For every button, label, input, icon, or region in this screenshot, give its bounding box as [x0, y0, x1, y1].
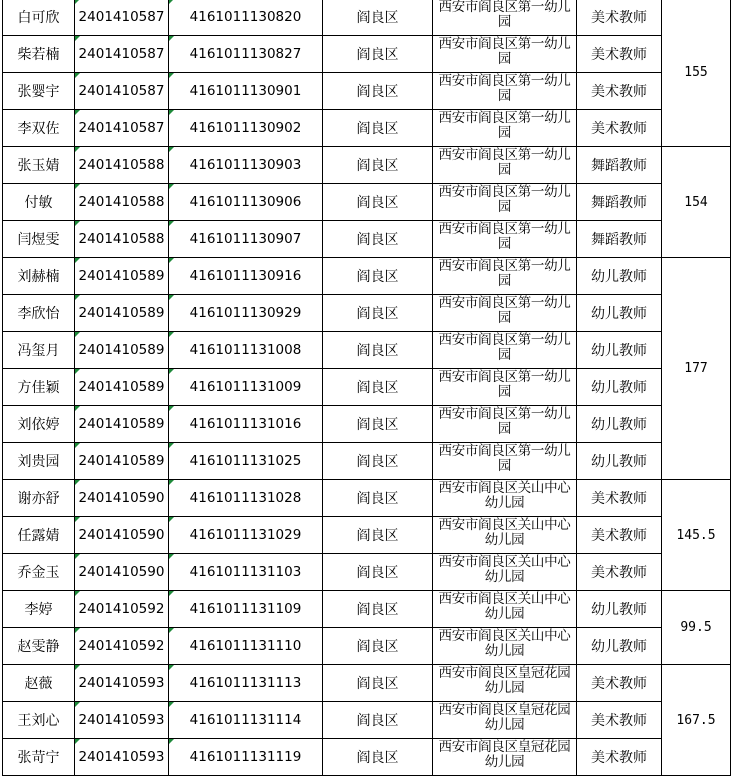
- position-name-cell: 舞蹈教师: [577, 184, 662, 221]
- table-row: [3, 184, 731, 221]
- exam-number-cell: 4161011130906: [169, 184, 323, 221]
- table-row: [3, 591, 731, 628]
- school-name-cell: 西安市阎良区第一幼儿园: [433, 258, 577, 295]
- table-row: [3, 369, 731, 406]
- exam-number-cell: 4161011131114: [169, 702, 323, 739]
- exam-number-cell: 4161011131025: [169, 443, 323, 480]
- position-name-cell: 美术教师: [577, 110, 662, 147]
- position-name-cell: 幼儿教师: [577, 406, 662, 443]
- exam-number-cell: 4161011131109: [169, 591, 323, 628]
- exam-number-cell: 4161011131016: [169, 406, 323, 443]
- table-row: [3, 73, 731, 110]
- table-row: [3, 258, 731, 295]
- school-name-cell: 西安市阎良区第一幼儿园: [433, 36, 577, 73]
- table-row: [3, 221, 731, 258]
- job-code-cell: 2401410588: [75, 147, 169, 184]
- score-cell: 155: [662, 0, 731, 147]
- candidate-name-cell: 冯玺月: [3, 332, 75, 369]
- table-row: [3, 739, 731, 776]
- job-code-cell: 2401410593: [75, 665, 169, 702]
- district-cell: 阎良区: [323, 0, 433, 36]
- table-row: [3, 0, 731, 36]
- position-name-cell: 舞蹈教师: [577, 147, 662, 184]
- district-cell: 阎良区: [323, 665, 433, 702]
- score-cell: 167.5: [662, 665, 731, 776]
- job-code-cell: 2401410587: [75, 110, 169, 147]
- school-name-cell: 西安市阎良区皇冠花园幼儿园: [433, 702, 577, 739]
- score-cell: 145.5: [662, 480, 731, 591]
- district-cell: 阎良区: [323, 702, 433, 739]
- school-name-cell: 西安市阎良区第一幼儿园: [433, 443, 577, 480]
- school-name-cell: 西安市阎良区关山中心幼儿园: [433, 480, 577, 517]
- exam-number-cell: 4161011130820: [169, 0, 323, 36]
- job-code-cell: 2401410593: [75, 739, 169, 776]
- table-row: [3, 628, 731, 665]
- school-name-cell: 西安市阎良区第一幼儿园: [433, 0, 577, 36]
- candidate-name-cell: 李欣怡: [3, 295, 75, 332]
- job-code-cell: 2401410589: [75, 369, 169, 406]
- candidate-name-cell: 李双佐: [3, 110, 75, 147]
- position-name-cell: 美术教师: [577, 739, 662, 776]
- candidate-name-cell: 任露婧: [3, 517, 75, 554]
- job-code-cell: 2401410589: [75, 332, 169, 369]
- job-code-cell: 2401410589: [75, 443, 169, 480]
- exam-number-cell: 4161011131009: [169, 369, 323, 406]
- job-code-cell: 2401410587: [75, 73, 169, 110]
- exam-number-cell: 4161011131028: [169, 480, 323, 517]
- candidate-name-cell: 付敏: [3, 184, 75, 221]
- job-code-cell: 2401410587: [75, 0, 169, 36]
- table-row: [3, 480, 731, 517]
- position-name-cell: 舞蹈教师: [577, 221, 662, 258]
- exam-number-cell: 4161011131029: [169, 517, 323, 554]
- exam-number-cell: 4161011131008: [169, 332, 323, 369]
- table-row: [3, 406, 731, 443]
- candidate-name-cell: 张婴宇: [3, 73, 75, 110]
- job-code-cell: 2401410593: [75, 702, 169, 739]
- job-code-cell: 2401410589: [75, 295, 169, 332]
- candidate-name-cell: 赵雯静: [3, 628, 75, 665]
- position-name-cell: 幼儿教师: [577, 295, 662, 332]
- exam-number-cell: 4161011130916: [169, 258, 323, 295]
- candidate-name-cell: 王刘心: [3, 702, 75, 739]
- school-name-cell: 西安市阎良区皇冠花园幼儿园: [433, 665, 577, 702]
- candidate-name-cell: 方佳颖: [3, 369, 75, 406]
- score-cell: 154: [662, 147, 731, 258]
- candidate-name-cell: 柴若楠: [3, 36, 75, 73]
- job-code-cell: 2401410588: [75, 221, 169, 258]
- position-name-cell: 幼儿教师: [577, 443, 662, 480]
- table-row: [3, 517, 731, 554]
- table-row: [3, 36, 731, 73]
- school-name-cell: 西安市阎良区皇冠花园幼儿园: [433, 739, 577, 776]
- district-cell: 阎良区: [323, 36, 433, 73]
- district-cell: 阎良区: [323, 295, 433, 332]
- district-cell: 阎良区: [323, 443, 433, 480]
- district-cell: 阎良区: [323, 517, 433, 554]
- table-row: [3, 554, 731, 591]
- district-cell: 阎良区: [323, 554, 433, 591]
- school-name-cell: 西安市阎良区第一幼儿园: [433, 406, 577, 443]
- position-name-cell: 美术教师: [577, 702, 662, 739]
- candidate-name-cell: 乔金玉: [3, 554, 75, 591]
- district-cell: 阎良区: [323, 221, 433, 258]
- exam-number-cell: 4161011130901: [169, 73, 323, 110]
- district-cell: 阎良区: [323, 480, 433, 517]
- exam-number-cell: 4161011130903: [169, 147, 323, 184]
- exam-number-cell: 4161011130929: [169, 295, 323, 332]
- school-name-cell: 西安市阎良区第一幼儿园: [433, 332, 577, 369]
- job-code-cell: 2401410587: [75, 36, 169, 73]
- position-name-cell: 幼儿教师: [577, 332, 662, 369]
- table-row: [3, 665, 731, 702]
- school-name-cell: 西安市阎良区第一幼儿园: [433, 73, 577, 110]
- job-code-cell: 2401410590: [75, 554, 169, 591]
- district-cell: 阎良区: [323, 110, 433, 147]
- job-code-cell: 2401410588: [75, 184, 169, 221]
- school-name-cell: 西安市阎良区关山中心幼儿园: [433, 591, 577, 628]
- school-name-cell: 西安市阎良区第一幼儿园: [433, 295, 577, 332]
- position-name-cell: 美术教师: [577, 554, 662, 591]
- position-name-cell: 幼儿教师: [577, 628, 662, 665]
- candidate-name-cell: 李婷: [3, 591, 75, 628]
- job-code-cell: 2401410592: [75, 628, 169, 665]
- district-cell: 阎良区: [323, 332, 433, 369]
- district-cell: 阎良区: [323, 739, 433, 776]
- district-cell: 阎良区: [323, 628, 433, 665]
- position-name-cell: 幼儿教师: [577, 258, 662, 295]
- position-name-cell: 美术教师: [577, 73, 662, 110]
- table-row: [3, 332, 731, 369]
- table-body: [3, 0, 731, 776]
- exam-number-cell: 4161011130827: [169, 36, 323, 73]
- district-cell: 阎良区: [323, 591, 433, 628]
- candidate-name-cell: 刘贵园: [3, 443, 75, 480]
- candidate-name-cell: 赵薇: [3, 665, 75, 702]
- exam-number-cell: 4161011130902: [169, 110, 323, 147]
- job-code-cell: 2401410589: [75, 406, 169, 443]
- table-row: [3, 295, 731, 332]
- school-name-cell: 西安市阎良区第一幼儿园: [433, 184, 577, 221]
- job-code-cell: 2401410590: [75, 517, 169, 554]
- district-cell: 阎良区: [323, 147, 433, 184]
- candidate-name-cell: 白可欣: [3, 0, 75, 36]
- candidate-name-cell: 张苛宁: [3, 739, 75, 776]
- exam-number-cell: 4161011131110: [169, 628, 323, 665]
- score-cell: 177: [662, 258, 731, 480]
- exam-number-cell: 4161011131119: [169, 739, 323, 776]
- candidate-name-cell: 张玉婧: [3, 147, 75, 184]
- position-name-cell: 美术教师: [577, 36, 662, 73]
- position-name-cell: 美术教师: [577, 517, 662, 554]
- table-row: [3, 702, 731, 739]
- school-name-cell: 西安市阎良区关山中心幼儿园: [433, 628, 577, 665]
- school-name-cell: 西安市阎良区关山中心幼儿园: [433, 517, 577, 554]
- exam-number-cell: 4161011131103: [169, 554, 323, 591]
- district-cell: 阎良区: [323, 406, 433, 443]
- district-cell: 阎良区: [323, 369, 433, 406]
- candidate-name-cell: 闫煜雯: [3, 221, 75, 258]
- position-name-cell: 美术教师: [577, 665, 662, 702]
- school-name-cell: 西安市阎良区第一幼儿园: [433, 147, 577, 184]
- school-name-cell: 西安市阎良区第一幼儿园: [433, 110, 577, 147]
- position-name-cell: 幼儿教师: [577, 591, 662, 628]
- candidate-name-cell: 刘赫楠: [3, 258, 75, 295]
- job-code-cell: 2401410589: [75, 258, 169, 295]
- table-row: [3, 443, 731, 480]
- school-name-cell: 西安市阎良区关山中心幼儿园: [433, 554, 577, 591]
- score-cell: 99.5: [662, 591, 731, 665]
- candidate-name-cell: 谢亦舒: [3, 480, 75, 517]
- job-code-cell: 2401410590: [75, 480, 169, 517]
- school-name-cell: 西安市阎良区第一幼儿园: [433, 221, 577, 258]
- school-name-cell: 西安市阎良区第一幼儿园: [433, 369, 577, 406]
- position-name-cell: 美术教师: [577, 0, 662, 36]
- district-cell: 阎良区: [323, 184, 433, 221]
- table-row: [3, 147, 731, 184]
- district-cell: 阎良区: [323, 258, 433, 295]
- position-name-cell: 美术教师: [577, 480, 662, 517]
- table-row: [3, 110, 731, 147]
- results-table: [2, 0, 731, 776]
- district-cell: 阎良区: [323, 73, 433, 110]
- exam-number-cell: 4161011131113: [169, 665, 323, 702]
- job-code-cell: 2401410592: [75, 591, 169, 628]
- exam-number-cell: 4161011130907: [169, 221, 323, 258]
- position-name-cell: 幼儿教师: [577, 369, 662, 406]
- candidate-name-cell: 刘依婷: [3, 406, 75, 443]
